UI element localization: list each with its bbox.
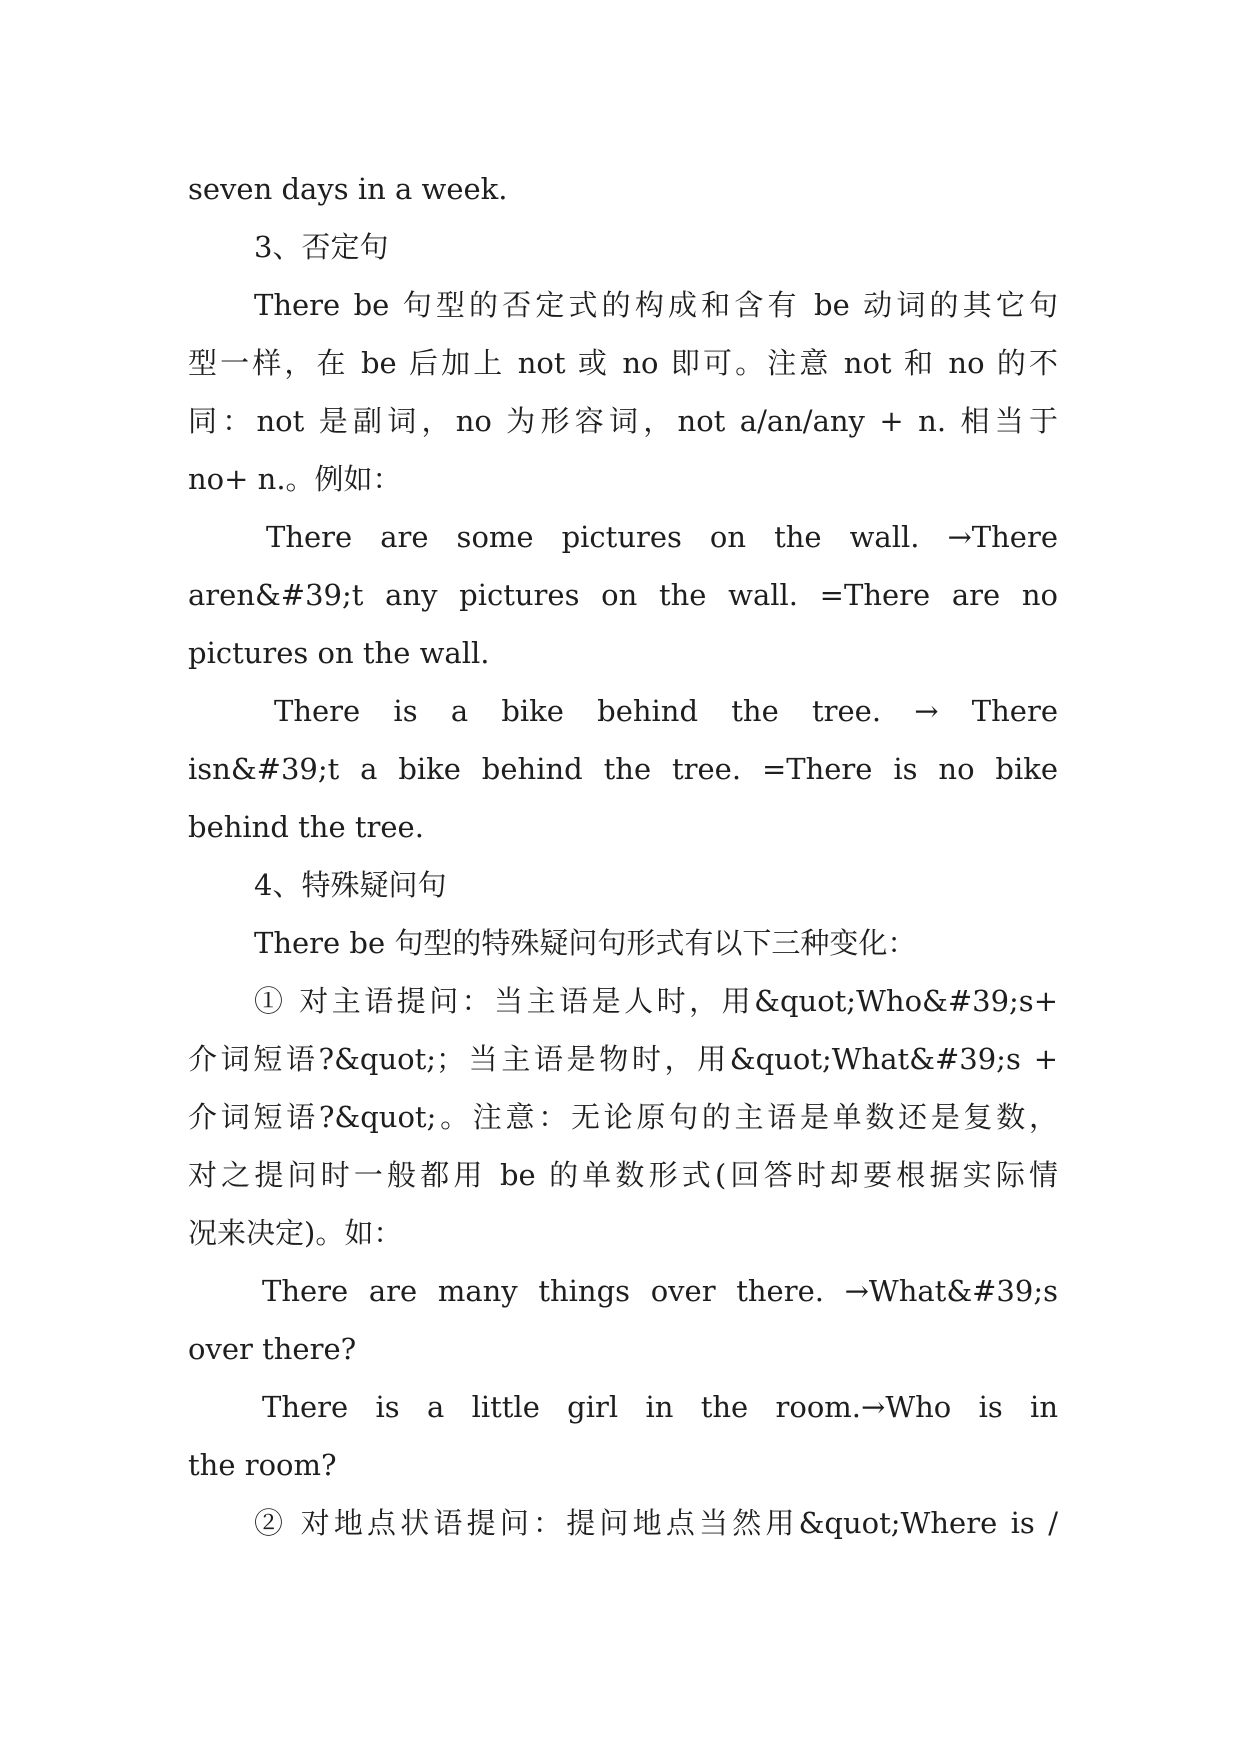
document-body xyxy=(188,160,1058,1552)
example-line: aren&#39;t any pictures on the wall. =There are no xyxy=(188,578,1058,612)
paragraph-line: 介词短语?&quot;；当主语是物时，用&quot;What&#39;s + xyxy=(188,1042,1058,1076)
paragraph-line: 同：not 是副词，no 为形容词，not a/an/any + n. 相当于 xyxy=(188,404,1058,438)
paragraph-line: ① 对主语提问：当主语是人时，用&quot;Who&#39;s+ xyxy=(254,984,1058,1018)
paragraph-line: 对之提问时一般都用 be 的单数形式(回答时却要根据实际情 xyxy=(188,1158,1058,1192)
text-line-continuation: seven days in a week. xyxy=(188,172,508,206)
section-heading-wh-question: 4、特殊疑问句 xyxy=(254,868,447,902)
paragraph-line: There be 句型的特殊疑问句形式有以下三种变化： xyxy=(254,926,917,960)
example-line: over there? xyxy=(188,1332,357,1366)
example-line: There are many things over there. →What&#39;s xyxy=(262,1274,1058,1308)
example-line: the room? xyxy=(188,1448,337,1482)
example-line: isn&#39;t a bike behind the tree. =There is no bike xyxy=(188,752,1058,786)
example-line: There are some pictures on the wall. →There xyxy=(266,520,1058,554)
example-line: behind the tree. xyxy=(188,810,424,844)
example-line: There is a little girl in the room.→Who is in xyxy=(262,1390,1058,1424)
paragraph-line: There be 句型的否定式的构成和含有 be 动词的其它句 xyxy=(254,288,1058,322)
paragraph-line: no+ n.。例如： xyxy=(188,462,402,496)
paragraph-line: 介词短语?&quot;。注意：无论原句的主语是单数还是复数， xyxy=(188,1100,1058,1134)
example-line: There is a bike behind the tree. → There xyxy=(274,694,1058,728)
paragraph-line: ② 对地点状语提问：提问地点当然用&quot;Where is / xyxy=(254,1506,1058,1540)
paragraph-line: 型一样，在 be 后加上 not 或 no 即可。注意 not 和 no 的不 xyxy=(188,346,1058,380)
paragraph-line: 况来决定)。如： xyxy=(188,1216,403,1250)
example-line: pictures on the wall. xyxy=(188,636,490,670)
section-heading-negative: 3、否定句 xyxy=(254,230,389,264)
